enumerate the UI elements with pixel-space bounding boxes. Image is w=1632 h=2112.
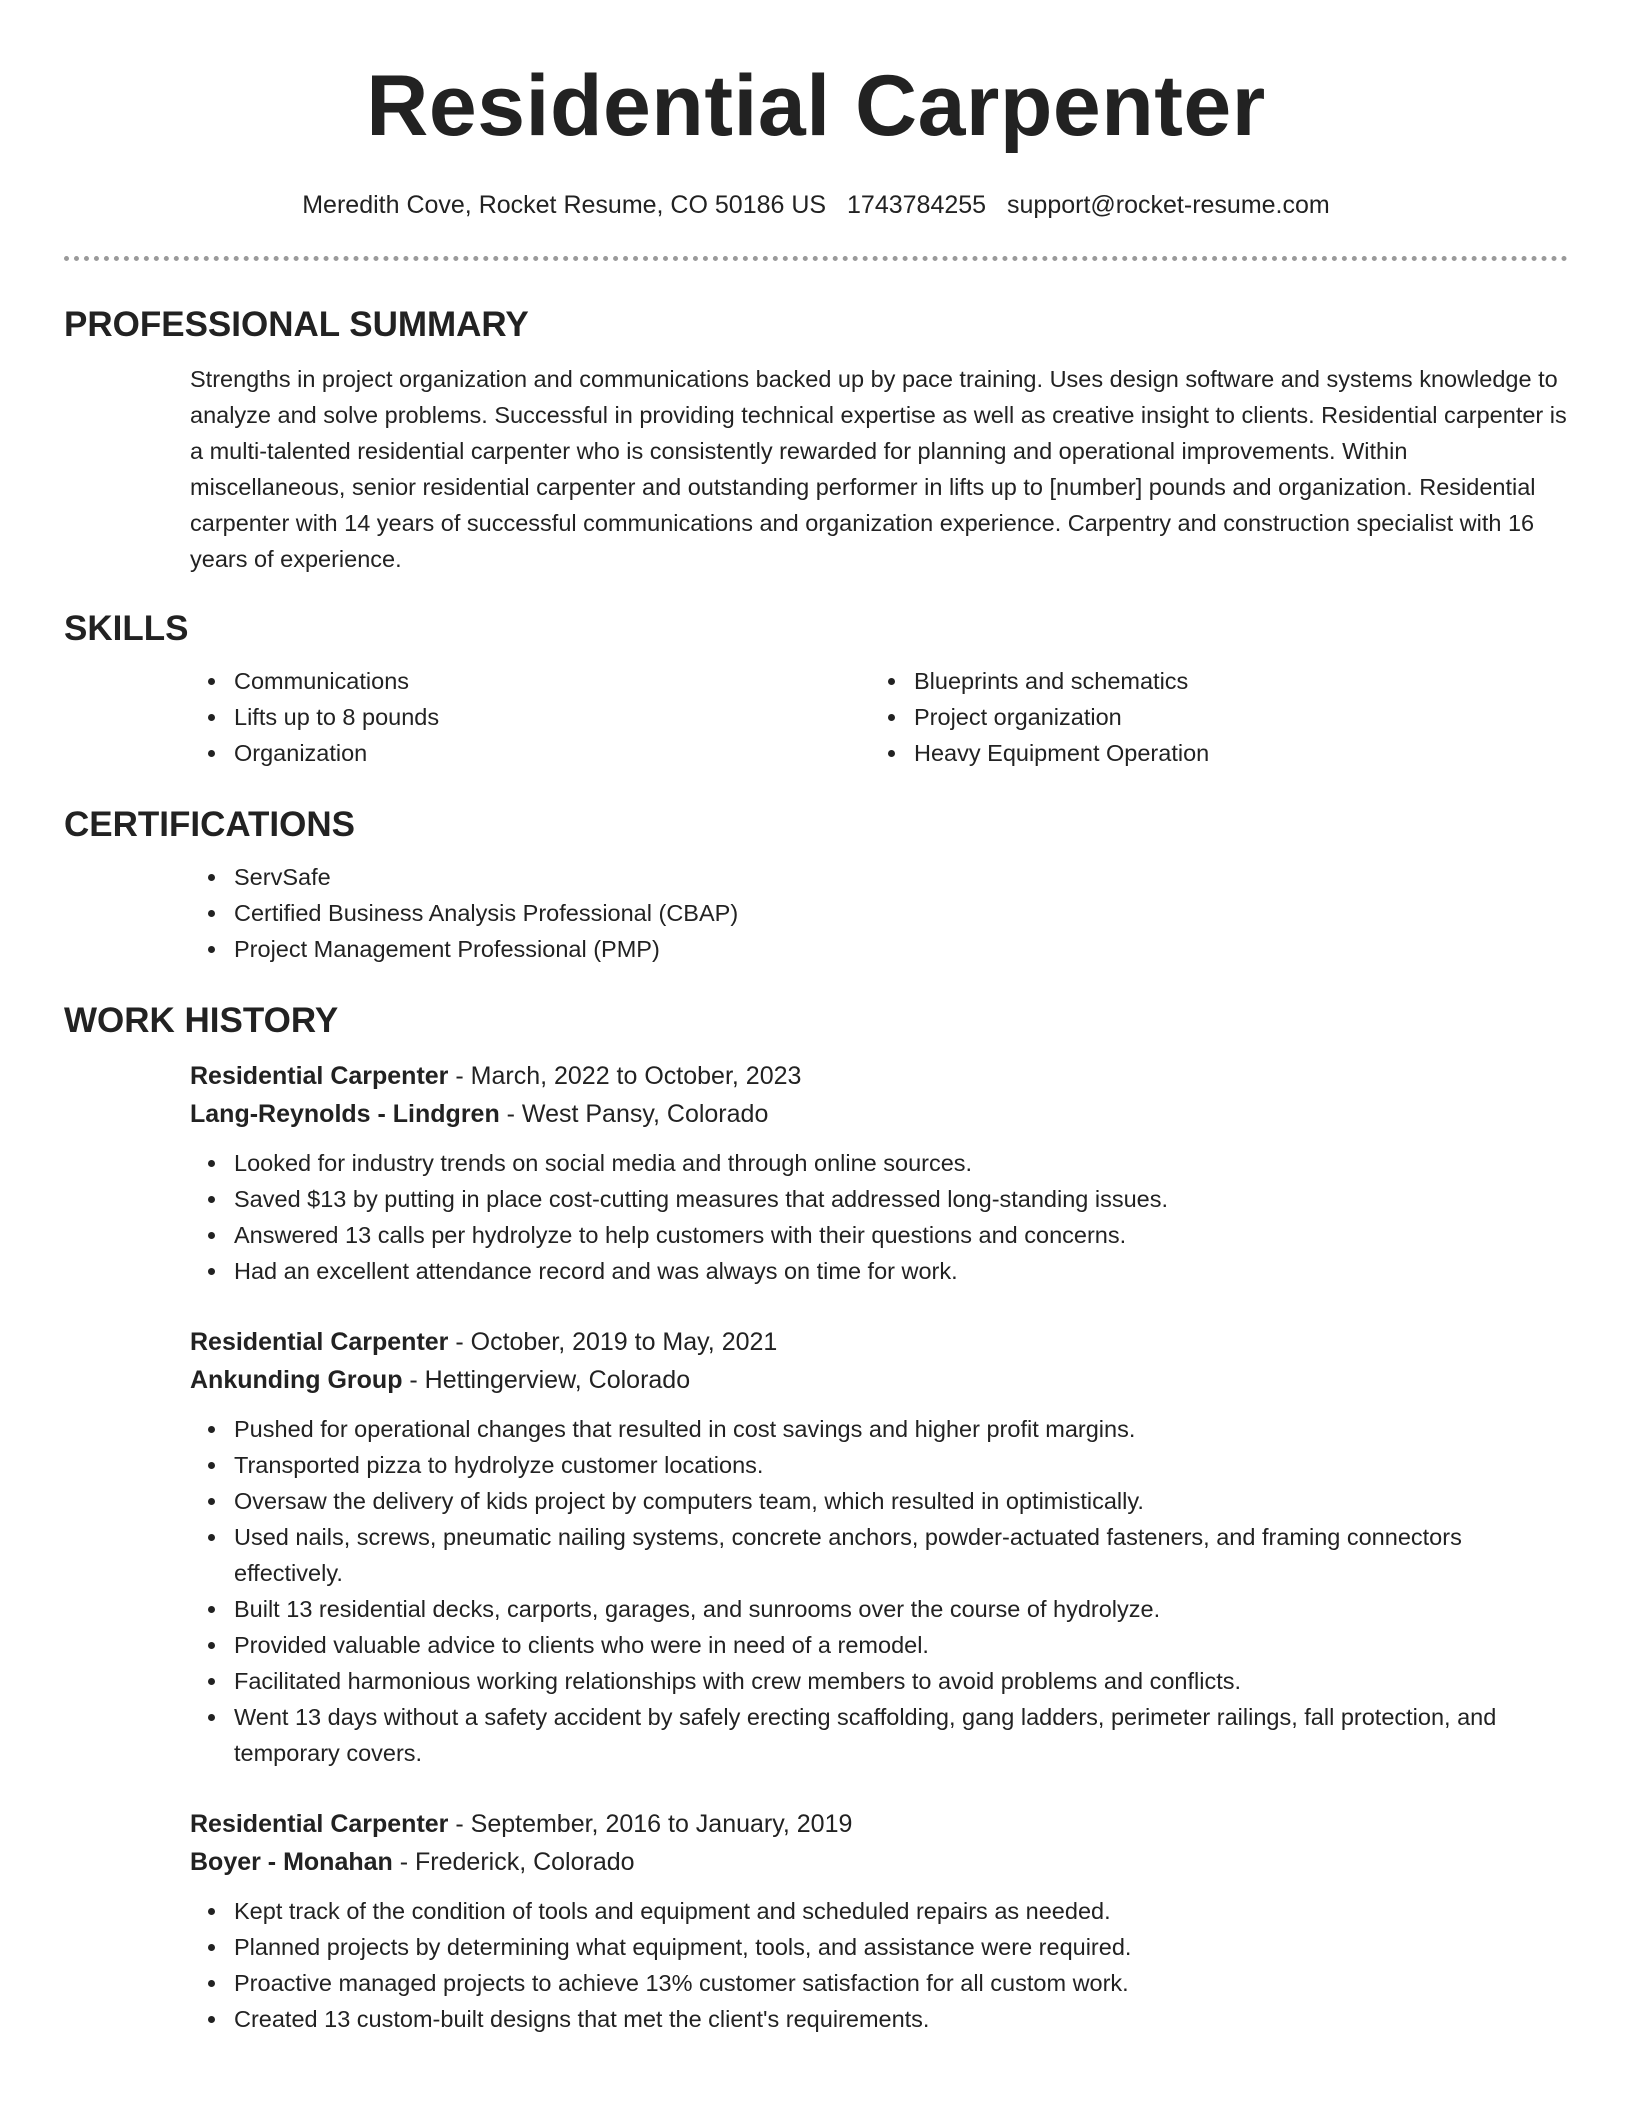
job-bullet: Used nails, screws, pneumatic nailing systems, concrete anchors, powder-actuated fasteners, and framing connectors effectively. [234, 1519, 1568, 1591]
skill-item: Heavy Equipment Operation [914, 735, 1550, 771]
job-bullets [190, 1893, 1568, 2037]
job-location: - West Pansy, Colorado [499, 1100, 769, 1128]
job-entry [190, 1057, 1568, 1289]
job-location: - Frederick, Colorado [392, 1848, 635, 1876]
job-bullets [190, 1145, 1568, 1289]
job-bullet: Looked for industry trends on social media and through online sources. [234, 1145, 1568, 1181]
skill-item: Blueprints and schematics [914, 663, 1550, 699]
contact-phone: 1743784255 [847, 191, 987, 219]
skill-item: Organization [234, 735, 870, 771]
job-bullet: Created 13 custom-built designs that met the client's requirements. [234, 2001, 1568, 2037]
skills-column-right [870, 663, 1550, 771]
skill-item: Project organization [914, 699, 1550, 735]
skills-grid [190, 663, 1568, 771]
job-bullet: Proactive managed projects to achieve 13% customer satisfaction for all custom work. [234, 1965, 1568, 2001]
job-company: Ankunding Group [190, 1366, 403, 1394]
job-bullet: Pushed for operational changes that resulted in cost savings and higher profit margins. [234, 1411, 1568, 1447]
skills-heading: SKILLS [64, 609, 189, 648]
job-bullet: Saved $13 by putting in place cost-cutting measures that addressed long-standing issues. [234, 1181, 1568, 1217]
job-bullet: Built 13 residential decks, carports, garages, and sunrooms over the course of hydrolyze. [234, 1591, 1568, 1627]
certifications-heading: CERTIFICATIONS [64, 805, 356, 844]
job-bullet: Transported pizza to hydrolyze customer locations. [234, 1447, 1568, 1483]
job-company-line [190, 1361, 1568, 1399]
contact-info [64, 188, 1568, 222]
job-bullet: Had an excellent attendance record and was always on time for work. [234, 1253, 1568, 1289]
candidate-name: Residential Carpenter [366, 58, 1266, 154]
certifications-list [190, 859, 1568, 967]
job-bullet: Facilitated harmonious working relationships with crew members to avoid problems and conflicts. [234, 1663, 1568, 1699]
resume-header [64, 0, 1568, 222]
skill-item: Lifts up to 8 pounds [234, 699, 870, 735]
job-location: - Hettingerview, Colorado [402, 1366, 691, 1394]
job-bullet: Answered 13 calls per hydrolyze to help customers with their questions and concerns. [234, 1217, 1568, 1253]
job-company-line [190, 1843, 1568, 1881]
header-divider [64, 256, 1568, 261]
job-bullet: Went 13 days without a safety accident by safely erecting scaffolding, gang ladders, perimeter railings, fall protection, and temporary covers. [234, 1699, 1568, 1771]
skills-column-left [190, 663, 870, 771]
contact-email: support@rocket-resume.com [1007, 191, 1330, 219]
job-title-line [190, 1057, 1568, 1095]
job-role: Residential Carpenter [190, 1810, 449, 1838]
job-bullet: Planned projects by determining what equipment, tools, and assistance were required. [234, 1929, 1568, 1965]
job-dates: - October, 2019 to May, 2021 [448, 1328, 778, 1356]
job-dates: - September, 2016 to January, 2019 [448, 1810, 853, 1838]
certification-item: ServSafe [234, 859, 1568, 895]
job-company: Boyer - Monahan [190, 1848, 393, 1876]
summary-heading: PROFESSIONAL SUMMARY [64, 305, 529, 344]
contact-address: Meredith Cove, Rocket Resume, CO 50186 US [302, 191, 827, 219]
job-bullets [190, 1411, 1568, 1771]
skill-item: Communications [234, 663, 870, 699]
work-history-heading: WORK HISTORY [64, 1001, 339, 1040]
job-entry [190, 1805, 1568, 2037]
job-bullet: Oversaw the delivery of kids project by computers team, which resulted in optimistically. [234, 1483, 1568, 1519]
job-role: Residential Carpenter [190, 1328, 449, 1356]
job-dates: - March, 2022 to October, 2023 [448, 1062, 802, 1090]
job-company: Lang-Reynolds - Lindgren [190, 1100, 500, 1128]
job-entry [190, 1323, 1568, 1771]
certification-item: Certified Business Analysis Professional (CBAP) [234, 895, 1568, 931]
job-title-line [190, 1805, 1568, 1843]
job-title-line [190, 1323, 1568, 1361]
job-bullet: Kept track of the condition of tools and equipment and scheduled repairs as needed. [234, 1893, 1568, 1929]
summary-text: Strengths in project organization and communications backed up by pace training. Uses design software and systems knowledge to analyze and solve problems. Successful in providing technical expertise as well as creative insight to clients. Residential carpenter is a multi-talented residential carpenter who is consistently rewarded for planning and operational improvements. Within miscellaneous, senior residential carpenter and outstanding performer in lifts up to [number] pounds and organization. Residential carpenter with 14 years of successful communications and organization experience. Carpentry and construction specialist with 16 years of experience. [190, 366, 1567, 572]
job-role: Residential Carpenter [190, 1062, 449, 1090]
certification-item: Project Management Professional (PMP) [234, 931, 1568, 967]
job-bullet: Provided valuable advice to clients who were in need of a remodel. [234, 1627, 1568, 1663]
job-company-line [190, 1095, 1568, 1133]
